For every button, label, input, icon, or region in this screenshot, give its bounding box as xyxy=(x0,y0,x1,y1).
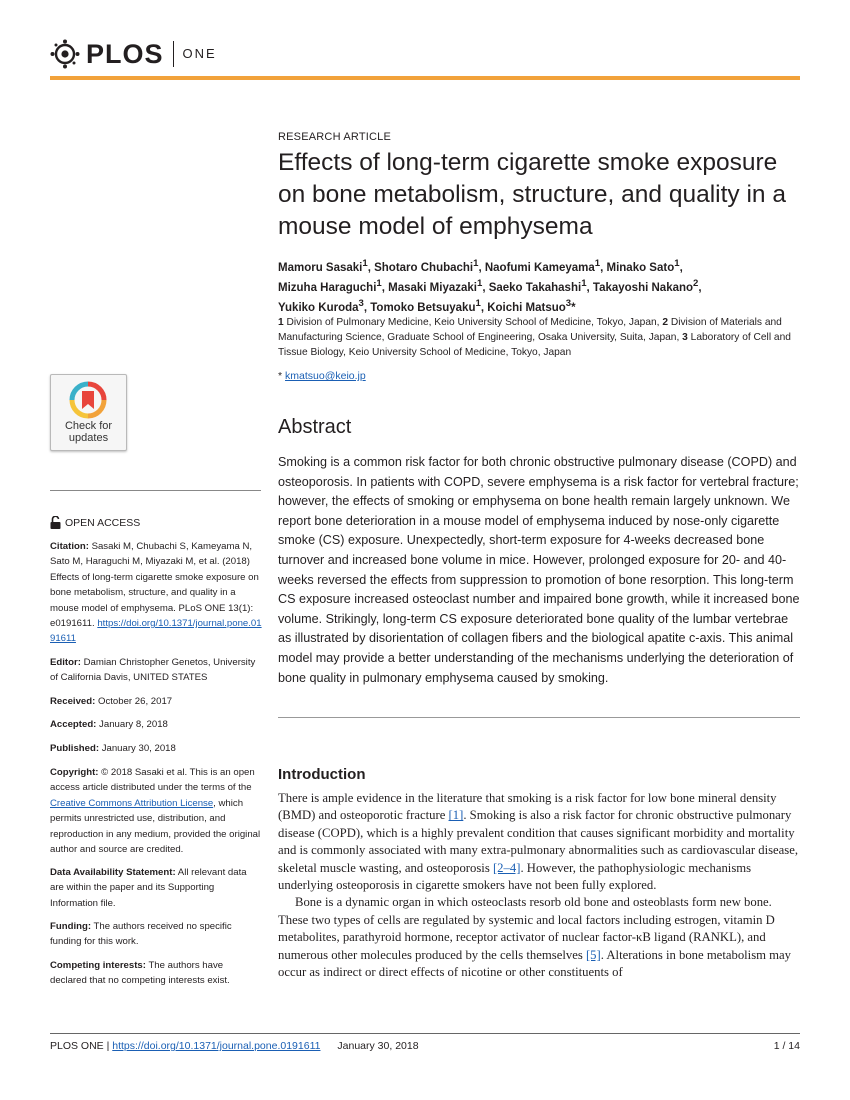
citation-block: Citation: Sasaki M, Chubachi S, Kameyama N, Sato M, Haraguchi M, Miyazaki M, et al. (2018) Effects of long-term cigarette smoke exposure on bone metabolism, structure, and quality in a mouse model of emphysema. PLoS ONE 13(1): e0191611. https://doi.org/10.1371/journal.pone.0191611 xyxy=(50,541,262,645)
cc-license-link[interactable]: Creative Commons Attribution License xyxy=(50,797,214,809)
article-type: RESEARCH ARTICLE xyxy=(278,131,392,143)
journal-section: ONE xyxy=(182,46,217,61)
data-availability-block: Data Availability Statement: All relevant data are within the paper and its Supporting Information file. xyxy=(50,867,247,909)
open-access-label: OPEN ACCESS xyxy=(50,516,140,529)
logo-divider xyxy=(173,41,174,67)
badge-label: Check for updates xyxy=(64,420,113,444)
intro-paragraph-1: There is ample evidence in the literature that smoking is a risk factor for low bone mineral density (BMD) and osteoporotic fracture [1]. Smoking is also a risk factor for chronic obstructive pulmonary disease (COPD), which is a highly prevalent condition that causes significant morbidity and mortality and is commonly associated with many extra-pulmonary abnormalities such as cardiovascular disease, skeletal muscle wasting, and osteoporosis [2–4]. However, the pathophysiologic mechanisms underlying osteoporosis in cigarette smokers have not been fully explored. xyxy=(278,791,799,893)
intro-paragraph-2: Bone is a dynamic organ in which osteoclasts resorb old bone and osteoblasts form new bone. These two types of cells are regulated by systemic and local factors including estrogen, vitamin D metabolites, parathyroid hormone, receptor activator of nuclear factor-κB ligand (RANKL), and numerous other molecules produced by the cells themselves [5]. Alterations in bone metabolism may occur as indirect or direct effects of nicotine or other constituents of xyxy=(278,895,792,980)
ref-link-1[interactable]: [1] xyxy=(448,808,464,823)
corresponding-author: * kmatsuo@keio.jp xyxy=(278,370,366,382)
published-date: Published: January 30, 2018 xyxy=(50,743,176,754)
competing-interests-block: Competing interests: The authors have declared that no competing interests exist. xyxy=(50,960,230,987)
footer-divider xyxy=(50,1033,800,1034)
abstract-divider xyxy=(278,717,800,718)
journal-logo[interactable] xyxy=(50,38,217,70)
abstract-text: Smoking is a common risk factor for both chronic obstructive pulmonary disease (COPD) and osteoporosis. In patients with COPD, severe emphysema is a risk factor for vertebral fracture; however, the effects of smoking or emphysema on bone health remain largely unknown. We report bone deterioration in a mouse model of emphysema induced by nose-only cigarette smoke (CS) exposure. Unexpectedly, short-term exposure for 4-weeks decreased bone turnover and increased bone volume in mice. However, prolonged exposure for 20- and 40-weeks reversed the effects from suppression to promotion of bone resorption. This long-term CS exposure increased osteoclast number and impaired bone growth, while it increased bone volume. Strikingly, long-term CS exposure deteriorated bone quality of the lumbar vertebrae as illustrated by disorientation of collagen fibers and the biological apatite c-axis. This animal model may provide a better understanding of the mechanisms underlying the deterioration of bone quality in pulmonary emphysema caused by smoking. xyxy=(278,455,800,685)
ref-link-2-4[interactable]: [2–4] xyxy=(492,860,521,875)
article-title: Effects of long-term cigarette smoke exposure on bone metabolism, structure, and quality in a mouse model of emphysema xyxy=(278,149,786,240)
accepted-date: Accepted: January 8, 2018 xyxy=(50,719,168,730)
open-lock-icon xyxy=(50,516,61,529)
page-number: 1 / 14 xyxy=(773,1040,800,1052)
author-list: Mamoru Sasaki$^1$, Shotaro Chubachi$^1$, Naofumi Kameyama$^1$, Minako Sato$^1$, Mizuha Haraguchi$^1$, Masaki Miyazaki$^1$, Saeko Takahashi$^1$, Takayoshi Nakano$^2$, Yukiko Kuroda$^3$, Tomoko Betsuyaku$^1$, Koichi Matsuo$^3$* xyxy=(278,258,702,314)
page-footer: PLOS ONE | https://doi.org/10.1371/journal.pone.0191611 January 30, 2018 1 / 14 xyxy=(50,1040,800,1052)
footer-date: January 30, 2018 xyxy=(337,1040,419,1052)
editor-block: Editor: Damian Christopher Genetos, University of California Davis, UNITED STATES xyxy=(50,657,256,684)
introduction-heading: Introduction xyxy=(278,766,366,783)
footer-journal: PLOS ONE xyxy=(50,1040,104,1052)
affiliations: 1 Division of Pulmonary Medicine, Keio University School of Medicine, Tokyo, Japan, 2 Division of Materials and Manufacturing Science, Graduate School of Engineering, Osaka University, Suita, Japan, 3 Laboratory of Cell and Tissue Biology, Keio University School of Medicine, Tokyo, Japan xyxy=(278,317,791,358)
funding-block: Funding: The authors received no specific funding for this work. xyxy=(50,921,232,948)
check-for-updates-button[interactable] xyxy=(50,374,127,451)
copyright-block: Copyright: © 2018 Sasaki et al. This is an open access article distributed under the terms of the Creative Commons Attribution License, which permits unrestricted use, distribution, and reproduction in any medium, provided the original author and source are credited. xyxy=(50,767,261,856)
header-accent-rule xyxy=(50,76,800,80)
journal-name: PLOS xyxy=(86,39,164,69)
crossmark-icon xyxy=(68,380,108,420)
abstract-heading: Abstract xyxy=(278,416,352,438)
received-date: Received: October 26, 2017 xyxy=(50,696,173,707)
plos-logo-icon xyxy=(50,39,80,69)
ref-link-5[interactable]: [5] xyxy=(585,947,601,962)
corresponding-email-link[interactable]: kmatsuo@keio.jp xyxy=(285,370,366,382)
footer-doi-link[interactable]: https://doi.org/10.1371/journal.pone.0191611 xyxy=(112,1040,321,1052)
sidebar-divider xyxy=(50,490,261,491)
introduction-text xyxy=(278,790,802,981)
citation-doi-link[interactable]: https://doi.org/10.1371/journal.pone.0191611 xyxy=(50,618,262,645)
